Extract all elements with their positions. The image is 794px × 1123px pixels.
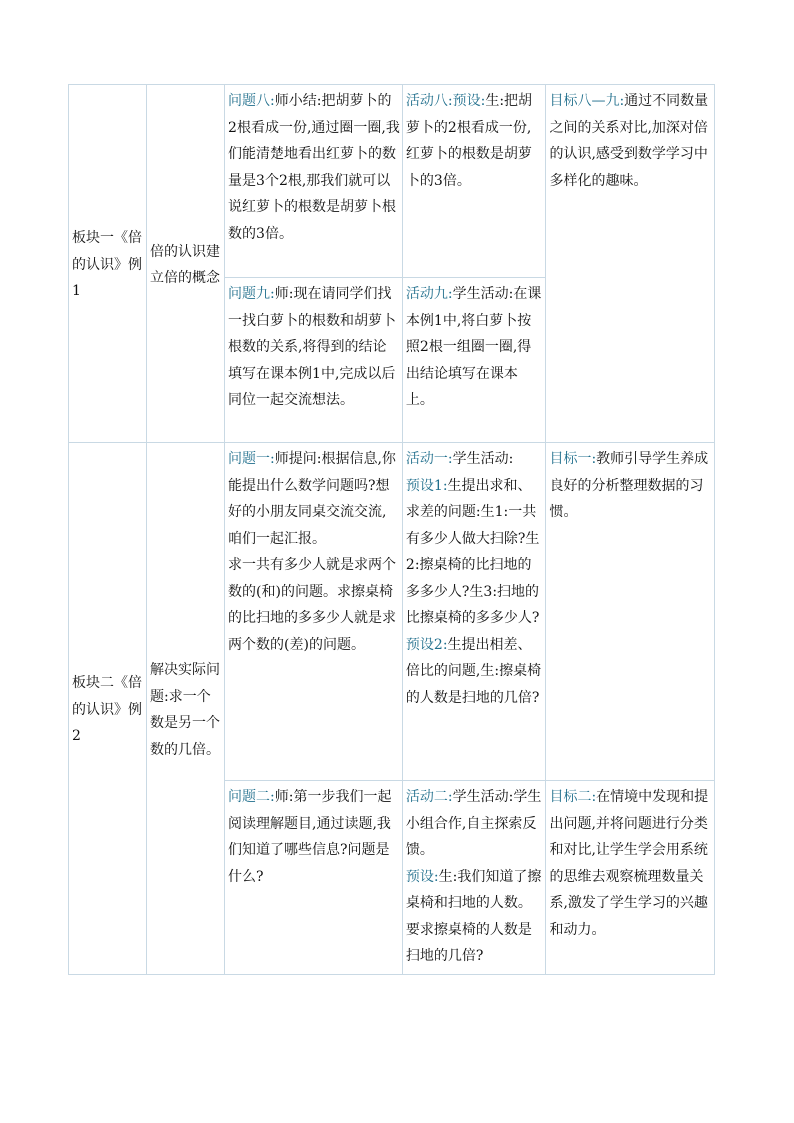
question-label: 问题八: [228, 93, 275, 109]
preset-text: 生:我们知道了擦桌椅和扫地的人数。要求擦桌椅的人数是扫地的几倍? [405, 868, 542, 964]
question-cell [225, 278, 403, 443]
question-text: 师小结:把胡萝卜的2根看成一份,通过圈一圈,我们能清楚地看出红萝卜的数量是3个2根,那我们就可以说红萝卜的根数是胡萝卜根数的3倍。 [228, 93, 400, 242]
activity-cell [402, 781, 546, 975]
question-text: 师提问:根据信息,你能提出什么数学问题吗?想好的小朋友同桌交流交流,咱们一起汇报。 [228, 451, 396, 547]
activity-text: 学生活动:在课本例1中,将白萝卜按照2根一组圈一圈,得出结论填写在课本上。 [405, 286, 542, 408]
activity-cell [402, 85, 546, 278]
activity-cell [402, 443, 546, 781]
table-row [69, 85, 715, 278]
question-cell [225, 85, 403, 278]
activity-text: 学生活动:学生小组合作,自主探索反馈。 [405, 789, 542, 858]
module-cell: 板块二《倍的认识》例2 [69, 443, 147, 975]
question-label: 问题二: [228, 789, 275, 805]
question-label: 问题九: [228, 286, 275, 302]
goal-cell: 倍的认识建立倍的概念 [147, 85, 225, 443]
preset-text: 生提出相差、倍比的问题,生:擦桌椅的人数是扫地的几倍? [405, 636, 542, 706]
target-label: 目标一: [549, 451, 597, 467]
activity-label: 活动八: [405, 93, 453, 109]
preset-label: 预设2: [405, 636, 448, 653]
target-label: 目标二: [549, 789, 597, 805]
preset-label: 预设1: [405, 477, 448, 494]
target-cell [546, 781, 715, 975]
target-text: 教师引导学生养成良好的分析整理数据的习惯。 [549, 451, 709, 520]
activity-text: 学生活动: [452, 451, 514, 467]
lesson-plan-table [68, 84, 715, 975]
target-label: 目标八—九: [549, 93, 625, 109]
target-cell [546, 85, 715, 443]
question-cell [225, 443, 403, 781]
question-cell [225, 781, 403, 975]
activity-cell [402, 278, 546, 443]
activity-label: 活动二: [405, 789, 453, 805]
activity-label: 活动一: [405, 451, 453, 467]
target-text: 在情境中发现和提出问题,并将问题进行分类和对比,让学生学会用系统的思维去观察梳理数量关系,激发了学生学习的兴趣和动力。 [549, 789, 709, 938]
goal-cell: 解决实际问题:求一个数是另一个数的几倍。 [147, 443, 225, 975]
preset-1 [406, 473, 544, 632]
question-text: 师:第一步我们一起阅读理解题目,通过读题,我们知道了哪些信息?问题是什么? [228, 789, 392, 885]
activity-text: 生:把胡萝卜的2根看成一份,红萝卜的根数是胡萝卜的3倍。 [405, 93, 533, 189]
question-label: 问题一: [228, 451, 275, 467]
preset-text: 生提出求和、求差的问题:生1:一共有多少人做大扫除?生2:擦桌椅的比扫地的多多少人?生3:扫地的比擦桌椅的多多少人? [405, 477, 540, 626]
question-text-continued: 求一共有多少人就是求两个数的(和)的问题。求擦桌椅的比扫地的多多少人就是求两个数的(差)的问题。 [228, 557, 397, 653]
target-text: 通过不同数量之间的关系对比,加深对倍的认识,感受到数学学习中多样化的趣味。 [549, 93, 709, 189]
module-cell: 板块一《倍的认识》例1 [69, 85, 147, 443]
target-cell [546, 443, 715, 781]
preset-2 [406, 632, 544, 712]
table-row [69, 443, 715, 781]
activity-label: 活动九: [405, 286, 453, 302]
preset-label: 预设: [405, 868, 439, 885]
question-text: 师:现在请同学们找一找白萝卜的根数和胡萝卜根数的关系,将得到的结论填写在课本例1中,完成以后同位一起交流想法。 [228, 286, 397, 408]
preset-label: 预设: [452, 93, 486, 109]
preset [406, 864, 544, 970]
